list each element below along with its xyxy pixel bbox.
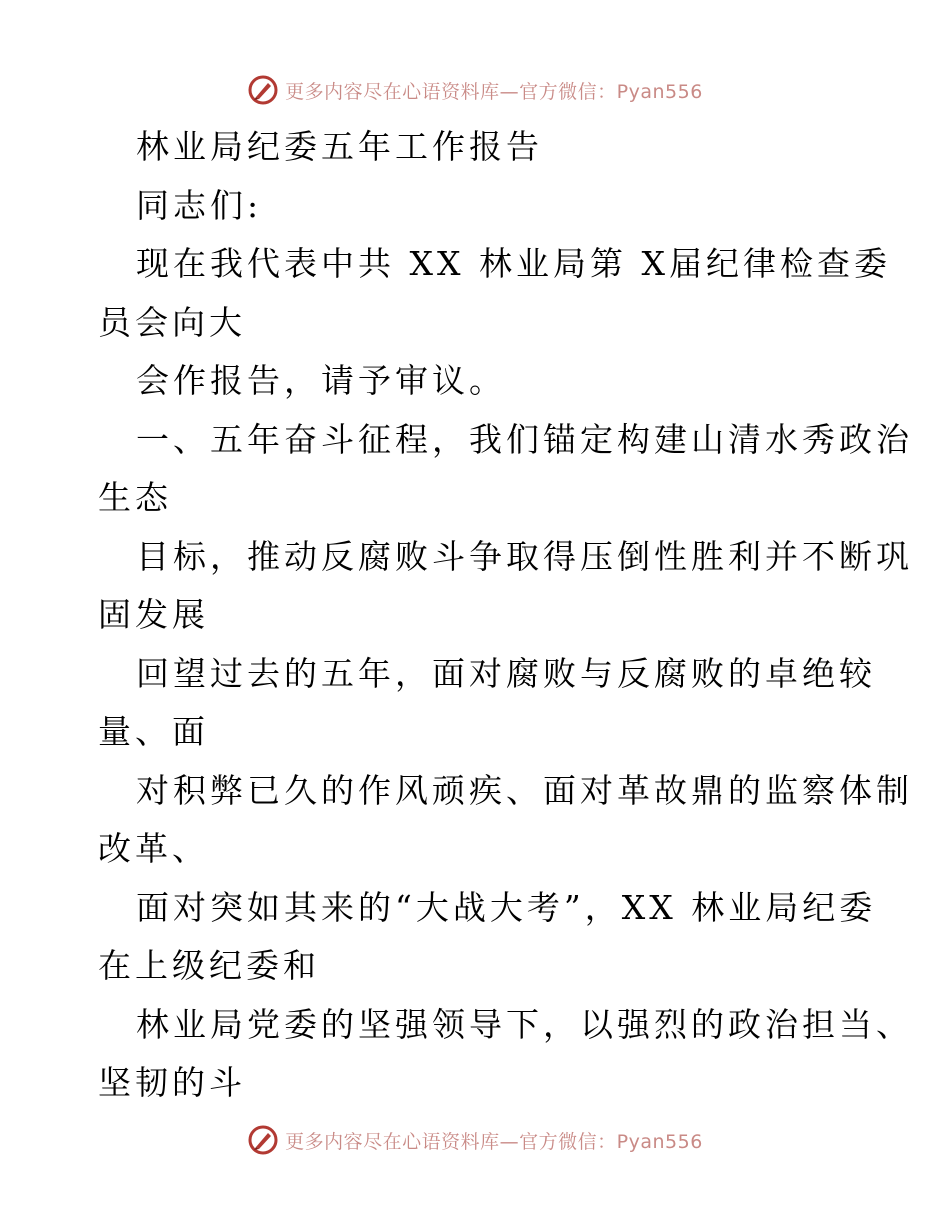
text-line: 改革、 [98,829,209,868]
watermark-text: 更多内容尽在心语资料库—官方微信：Pyan556 [285,80,703,103]
pen-logo-icon [247,74,279,106]
text-line: 员会向大 [98,302,246,342]
pen-logo-icon [247,1124,279,1156]
text-line: 现在我代表中共 XX 林业局第 X届纪律检查委 [136,244,891,283]
text-line: 会作报告，请予审议。 [136,361,506,400]
text-line: 坚韧的斗 [98,1063,246,1102]
text-line: 面对突如其来的“大战大考”，XX 林业局纪委 [136,887,877,927]
text-line: 生态 [98,478,172,517]
text-line: 固发展 [98,595,209,634]
section-heading: 一、五年奋斗征程，我们锚定构建山清水秀政治 [136,419,913,459]
text-line: 目标，推动反腐败斗争取得压倒性胜利并不断巩 [136,536,913,576]
header-watermark-banner [0,70,950,110]
document-title: 林业局纪委五年工作报告 [136,127,543,166]
text-line: 林业局党委的坚强领导下，以强烈的政治担当、 [136,1004,913,1044]
text-line: 回望过去的五年，面对腐败与反腐败的卓绝较 [136,653,876,693]
text-line: 同志们: [136,185,263,225]
footer-watermark-banner [0,1120,950,1160]
watermark-text: 更多内容尽在心语资料库—官方微信：Pyan556 [285,1130,703,1153]
text-line: 量、面 [98,712,209,751]
text-line: 在上级纪委和 [98,946,320,985]
text-line: 对积弊已久的作风顽疾、面对革故鼎的监察体制 [136,770,913,810]
document-body [98,118,913,1113]
